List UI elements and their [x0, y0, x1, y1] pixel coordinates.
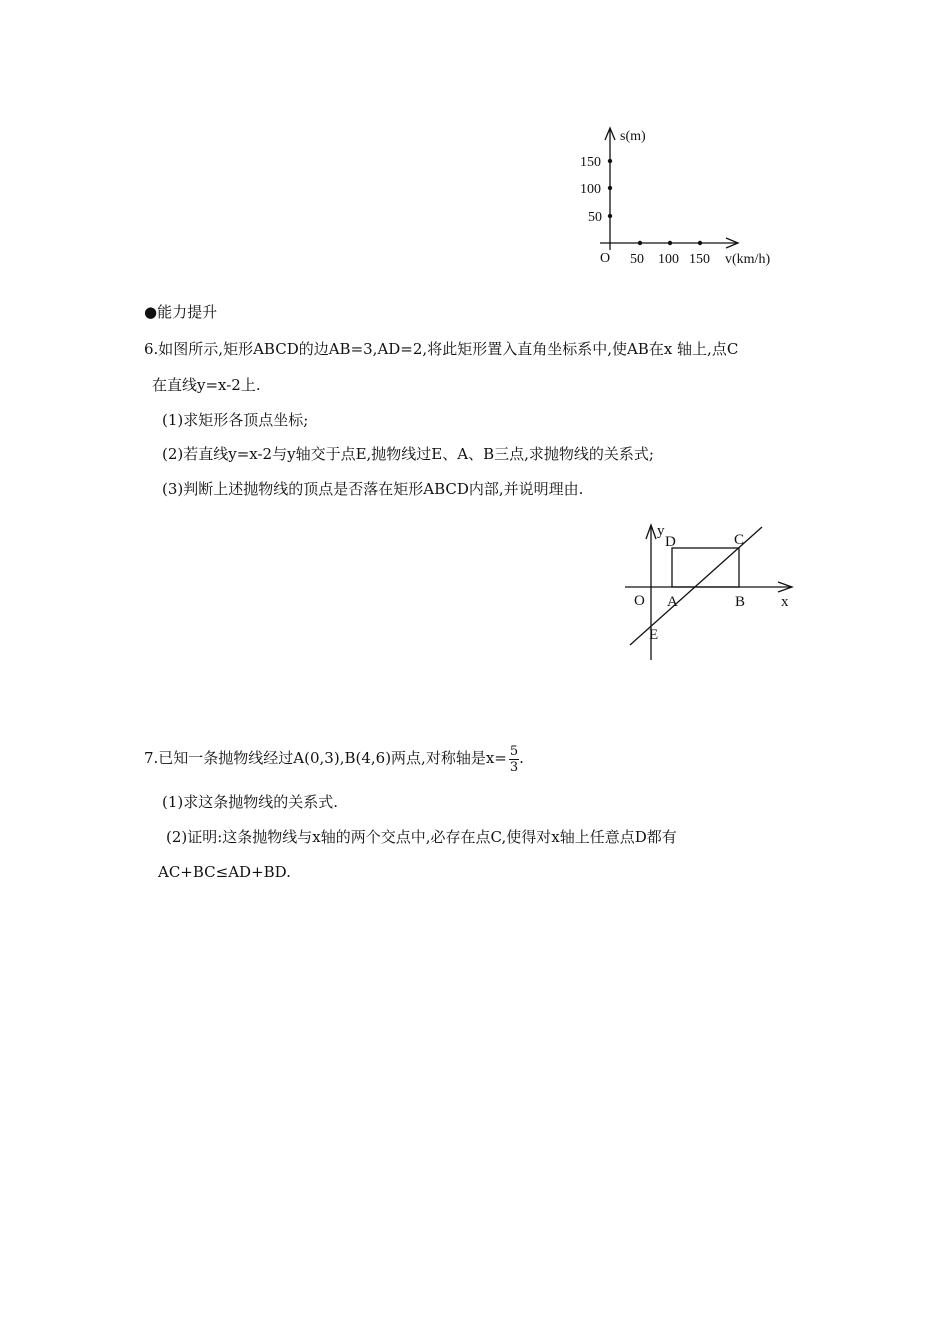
- figure1-y-point-150: [608, 159, 612, 163]
- problem7-line1-text: 7.已知一条抛物线经过A(0,3),B(4,6)两点,对称轴是x=: [144, 749, 507, 767]
- figure2-o-label: O: [634, 593, 645, 609]
- figure2-b-label: B: [735, 594, 746, 610]
- problem6-question2: (2)若直线y=x-2与y轴交于点E,抛物线过E、A、B三点,求抛物线的关系式;: [162, 445, 654, 463]
- figure1-y-point-100: [608, 186, 612, 190]
- problem7-line1-end: .: [519, 749, 524, 767]
- figure1-y-tick-100: 100: [580, 182, 601, 197]
- rectangle-abcd: [672, 548, 739, 587]
- rectangle-line-figure: [615, 515, 800, 665]
- fraction-five-thirds: [509, 744, 519, 775]
- problem7-question1: (1)求这条抛物线的关系式.: [162, 793, 339, 811]
- problem7-question2-continued: AC+BC≤AD+BD.: [158, 863, 291, 881]
- figure1-x-tick-150: 150: [689, 252, 710, 267]
- figure1-x-tick-50: 50: [630, 252, 644, 267]
- figure1-origin-label: O: [600, 251, 611, 266]
- problem6-line2: 在直线y=x-2上.: [152, 376, 261, 394]
- fraction-denominator: 3: [509, 759, 519, 775]
- figure2-c-label: C: [734, 532, 745, 548]
- figure1-x-point-50: [638, 241, 642, 245]
- figure1-x-axis-label: v(km/h): [725, 252, 771, 267]
- figure2-x-label: x: [781, 594, 789, 610]
- figure1-x-point-100: [668, 241, 672, 245]
- figure2-y-label: y: [657, 523, 665, 539]
- problem6-question1: (1)求矩形各顶点坐标;: [162, 411, 309, 429]
- figure2-e-label: E: [649, 627, 659, 643]
- figure1-x-tick-100: 100: [658, 252, 679, 267]
- problem6-question3: (3)判断上述抛物线的顶点是否落在矩形ABCD内部,并说明理由.: [162, 480, 584, 498]
- figure2-d-label: D: [665, 534, 676, 550]
- problem7-line1: [144, 741, 524, 775]
- fraction-numerator: 5: [509, 743, 519, 759]
- problem7-question2: (2)证明:这条抛物线与x轴的两个交点中,必存在点C,使得对x轴上任意点D都有: [166, 828, 677, 846]
- figure1-y-tick-150: 150: [580, 155, 601, 170]
- problem6-line1: 6.如图所示,矩形ABCD的边AB=3,AD=2,将此矩形置入直角坐标系中,使AB在x 轴上,点C: [144, 340, 739, 358]
- figure1-y-axis-label: s(m): [620, 129, 646, 144]
- figure1-y-point-50: [608, 214, 612, 218]
- section-title: ●能力提升: [144, 303, 218, 321]
- speed-distance-figure: [570, 120, 800, 275]
- figure1-x-point-150: [698, 241, 702, 245]
- figure1-y-tick-50: 50: [588, 210, 602, 225]
- figure2-a-label: A: [667, 594, 678, 610]
